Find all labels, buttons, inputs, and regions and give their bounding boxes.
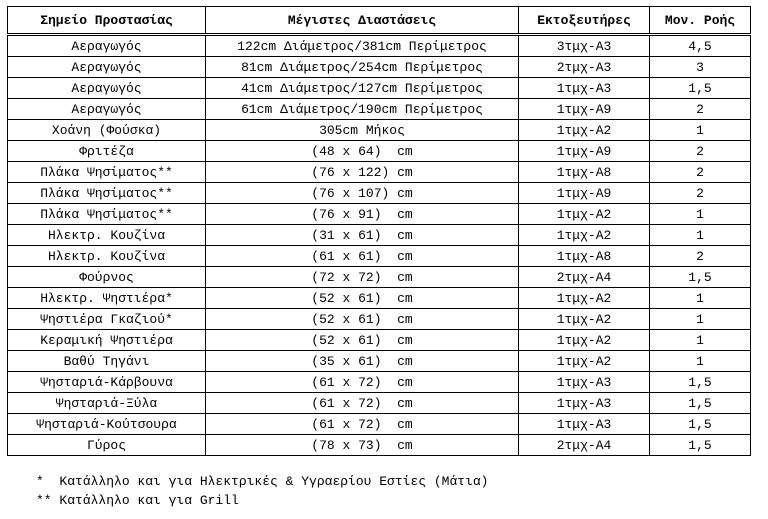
nozzles-cell: 1τμχ-Α2 [519, 204, 650, 225]
protection-point-cell: Ψηστιέρα Γκαζιού* [8, 309, 206, 330]
table-row [8, 309, 751, 330]
flow-units-cell: 4,5 [650, 35, 751, 57]
table-row [8, 35, 751, 57]
protection-point-cell: Αεραγωγός [8, 99, 206, 120]
nozzles-cell: 1τμχ-Α3 [519, 393, 650, 414]
flow-units-cell: 1,5 [650, 267, 751, 288]
flow-units-cell: 2 [650, 246, 751, 267]
protection-point-cell: Ψησταριά-Ξύλα [8, 393, 206, 414]
protection-point-cell: Ηλεκτρ. Ψηστιέρα* [8, 288, 206, 309]
nozzles-cell: 1τμχ-Α3 [519, 414, 650, 435]
nozzles-cell: 1τμχ-Α2 [519, 225, 650, 246]
table-row [8, 351, 751, 372]
protection-point-cell: Βαθύ Τηγάνι [8, 351, 206, 372]
footnotes [36, 472, 488, 510]
flow-units-cell: 1,5 [650, 414, 751, 435]
table-row [8, 225, 751, 246]
flow-units-cell: 2 [650, 162, 751, 183]
table-row [8, 57, 751, 78]
max-dimensions-cell: (76 x 122) cm [206, 162, 519, 183]
protection-point-cell: Αεραγωγός [8, 35, 206, 57]
nozzles-cell: 1τμχ-Α9 [519, 99, 650, 120]
table-row [8, 78, 751, 99]
footnote: ** Κατάλληλο και για Grill [36, 493, 239, 508]
protection-point-cell: Ψησταριά-Κάρβουνα [8, 372, 206, 393]
nozzles-cell: 1τμχ-Α2 [519, 351, 650, 372]
table-row [8, 288, 751, 309]
protection-point-cell: Κεραμική Ψηστιέρα [8, 330, 206, 351]
max-dimensions-cell: 41cm Διάμετρος/127cm Περίμετρος [206, 78, 519, 99]
table-row [8, 99, 751, 120]
protection-point-cell: Φριτέζα [8, 141, 206, 162]
flow-units-cell: 1,5 [650, 435, 751, 456]
table-row [8, 120, 751, 141]
max-dimensions-cell: (48 x 64) cm [206, 141, 519, 162]
max-dimensions-cell: (31 x 61) cm [206, 225, 519, 246]
nozzles-cell: 1τμχ-Α8 [519, 162, 650, 183]
max-dimensions-cell: (35 x 61) cm [206, 351, 519, 372]
max-dimensions-cell: 81cm Διάμετρος/254cm Περίμετρος [206, 57, 519, 78]
nozzles-cell: 1τμχ-Α8 [519, 246, 650, 267]
table-row [8, 141, 751, 162]
nozzles-cell: 1τμχ-Α3 [519, 78, 650, 99]
protection-point-cell: Ψησταριά-Κούτσουρα [8, 414, 206, 435]
max-dimensions-cell: (52 x 61) cm [206, 288, 519, 309]
flow-units-cell: 1 [650, 351, 751, 372]
max-dimensions-cell: (52 x 61) cm [206, 330, 519, 351]
table-row [8, 267, 751, 288]
flow-units-cell: 1 [650, 288, 751, 309]
nozzles-cell: 1τμχ-Α2 [519, 288, 650, 309]
nozzles-cell: 1τμχ-Α2 [519, 330, 650, 351]
table-row [8, 162, 751, 183]
flow-units-cell: 1 [650, 120, 751, 141]
table-row [8, 393, 751, 414]
table-row [8, 204, 751, 225]
max-dimensions-cell: 305cm Μήκος [206, 120, 519, 141]
max-dimensions-cell: (61 x 72) cm [206, 414, 519, 435]
max-dimensions-cell: (61 x 72) cm [206, 372, 519, 393]
flow-units-cell: 1 [650, 330, 751, 351]
flow-units-cell: 1 [650, 225, 751, 246]
max-dimensions-cell: (76 x 107) cm [206, 183, 519, 204]
protection-point-cell: Χοάνη (Φούσκα) [8, 120, 206, 141]
table-row [8, 183, 751, 204]
max-dimensions-cell: 122cm Διάμετρος/381cm Περίμετρος [206, 35, 519, 57]
protection-point-cell: Αεραγωγός [8, 57, 206, 78]
max-dimensions-cell: 61cm Διάμετρος/190cm Περίμετρος [206, 99, 519, 120]
nozzles-cell: 1τμχ-Α2 [519, 309, 650, 330]
nozzles-cell: 3τμχ-Α3 [519, 35, 650, 57]
max-dimensions-cell: (52 x 61) cm [206, 309, 519, 330]
header-max-dimensions: Μέγιστες Διαστάσεις [206, 7, 519, 35]
max-dimensions-cell: (78 x 73) cm [206, 435, 519, 456]
nozzles-cell: 1τμχ-Α3 [519, 372, 650, 393]
max-dimensions-cell: (61 x 61) cm [206, 246, 519, 267]
flow-units-cell: 2 [650, 99, 751, 120]
header-nozzles: Εκτοξευτήρες [519, 7, 650, 35]
flow-units-cell: 2 [650, 183, 751, 204]
nozzles-cell: 1τμχ-Α9 [519, 183, 650, 204]
flow-units-cell: 1,5 [650, 372, 751, 393]
max-dimensions-cell: (61 x 72) cm [206, 393, 519, 414]
nozzles-cell: 1τμχ-Α9 [519, 141, 650, 162]
footnote: * Κατάλληλο και για Ηλεκτρικές & Υγραερίου Εστίες (Μάτια) [36, 474, 489, 489]
nozzles-cell: 2τμχ-Α4 [519, 267, 650, 288]
table-row [8, 246, 751, 267]
table-row [8, 414, 751, 435]
flow-units-cell: 1 [650, 204, 751, 225]
header-row [8, 7, 751, 35]
flow-units-cell: 2 [650, 141, 751, 162]
protection-point-cell: Πλάκα Ψησίματος** [8, 162, 206, 183]
table-row [8, 372, 751, 393]
table-body [8, 35, 751, 456]
table-row [8, 435, 751, 456]
flow-units-cell: 1,5 [650, 78, 751, 99]
flow-units-cell: 1,5 [650, 393, 751, 414]
max-dimensions-cell: (76 x 91) cm [206, 204, 519, 225]
protection-point-cell: Γύρος [8, 435, 206, 456]
header-protection-point: Σημείο Προστασίας [8, 7, 206, 35]
nozzles-cell: 1τμχ-Α2 [519, 120, 650, 141]
protection-table [7, 6, 751, 456]
protection-point-cell: Ηλεκτρ. Κουζίνα [8, 246, 206, 267]
protection-point-cell: Αεραγωγός [8, 78, 206, 99]
flow-units-cell: 1 [650, 309, 751, 330]
header-flow-units: Μον. Ροής [650, 7, 751, 35]
protection-point-cell: Φούρνος [8, 267, 206, 288]
nozzles-cell: 2τμχ-Α4 [519, 435, 650, 456]
max-dimensions-cell: (72 x 72) cm [206, 267, 519, 288]
flow-units-cell: 3 [650, 57, 751, 78]
table-row [8, 330, 751, 351]
protection-point-cell: Ηλεκτρ. Κουζίνα [8, 225, 206, 246]
nozzles-cell: 2τμχ-Α3 [519, 57, 650, 78]
protection-point-cell: Πλάκα Ψησίματος** [8, 204, 206, 225]
protection-point-cell: Πλάκα Ψησίματος** [8, 183, 206, 204]
